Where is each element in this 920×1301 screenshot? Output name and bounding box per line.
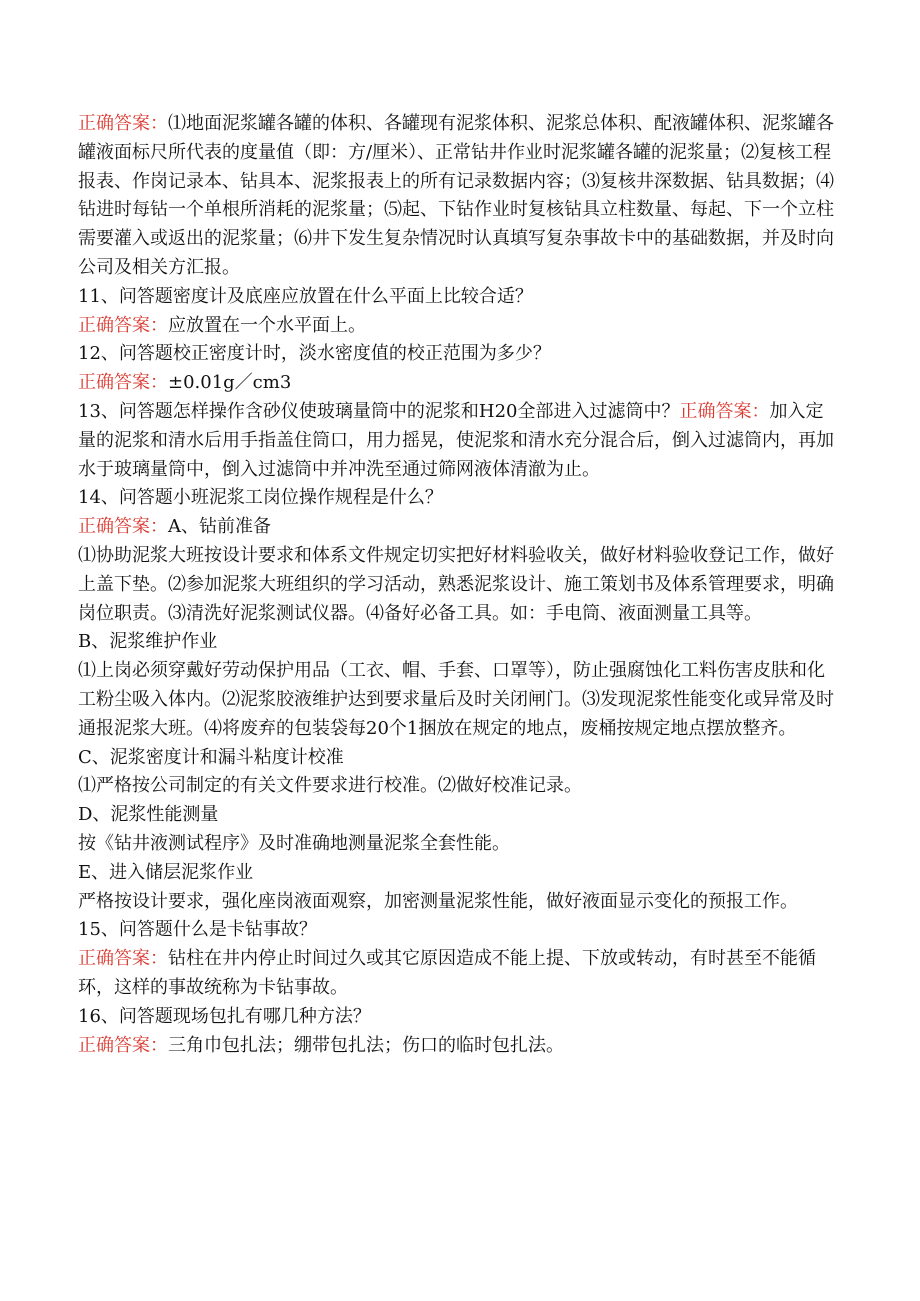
question-15: 15、问答题什么是卡钻事故？ (78, 919, 317, 941)
answer-15 (78, 945, 838, 1003)
answer-12 (78, 369, 838, 398)
answer-14-paragraph: ⑴严格按公司制定的有关文件要求进行校准。⑵做好校准记录。 (78, 775, 582, 797)
answer-text: 加入定量的泥浆和清水后用手指盖住筒口，用力摇晃，使泥浆和清水充分混合后，倒入过滤筒内，再加水于玻璃量筒中，倒入过滤筒中并冲洗至通过筛网液体清澈为止。 (78, 400, 834, 480)
answer-14-head (78, 513, 838, 542)
document-page (78, 110, 838, 1060)
question-13: 13、问答题怎样操作含砂仪使玻璃量筒中的泥浆和H20全部进入过滤筒中？ (78, 400, 680, 422)
answer-text: ⑴地面泥浆罐各罐的体积、各罐现有泥浆体积、泥浆总体积、配液罐体积、泥浆罐各罐液面标尺所代表的度量值（即：方/厘米）、正常钻井作业时泥浆罐各罐的泥浆量；⑵复核工程报表、作岗记录本、钻具本、泥浆报表上的所有记录数据内容；⑶复核井深数据、钻具数据；⑷钻进时每钻一个单根所消耗的泥浆量；⑸起、下钻作业时复核钻具立柱数量、每起、下一个立柱需要灌入或返出的泥浆量；⑹井下发生复杂情况时认真填写复杂事故卡中的基础数据，并及时向公司及相关方汇报。 (78, 113, 834, 278)
answer-14-paragraph: 按《钻井液测试程序》及时准确地测量泥浆全套性能。 (78, 832, 510, 854)
answer-14-paragraph: ⑴协助泥浆大班按设计要求和体系文件规定切实把好材料验收关，做好材料验收登记工作，做好上盖下垫。⑵参加泥浆大班组织的学习活动，熟悉泥浆设计、施工策划书及体系管理要求，明确岗位职责。⑶清洗好泥浆测试仪器。⑷备好必备工具。如：手电筒、液面测量工具等。 (78, 544, 834, 624)
answer-label: 正确答案： (78, 516, 168, 538)
question-16: 16、问答题现场包扎有哪几种方法？ (78, 1005, 371, 1027)
answer-label: 正确答案： (78, 113, 168, 134)
question-12: 12、问答题校正密度计时，淡水密度值的校正范围为多少？ (78, 343, 551, 365)
answer-label: 正确答案： (78, 948, 168, 970)
question-11: 11、问答题密度计及底座应放置在什么平面上比较合适？ (78, 285, 533, 307)
answer-label: 正确答案： (78, 314, 168, 336)
answer-14-section-heading: B、泥浆维护作业 (78, 631, 218, 653)
question-14: 14、问答题小班泥浆工岗位操作规程是什么？ (78, 487, 443, 509)
answer-text: 三角巾包扎法；绷带包扎法；伤口的临时包扎法。 (168, 1034, 564, 1056)
answer-14-section-heading: C、泥浆密度计和漏斗粘度计校准 (78, 746, 344, 768)
answer-text: ±0.01g／cm3 (168, 372, 292, 394)
answer-16 (78, 1032, 838, 1061)
answer-11 (78, 312, 838, 341)
intro-answer (78, 110, 838, 283)
question-13-with-answer (78, 398, 838, 484)
answer-text: A、钻前准备 (168, 516, 271, 538)
answer-text: 应放置在一个水平面上。 (168, 314, 366, 336)
answer-14-paragraph: ⑴上岗必须穿戴好劳动保护用品（工衣、帽、手套、口罩等），防止强腐蚀化工料伤害皮肤和化工粉尘吸入体内。⑵泥浆胶液维护达到要求量后及时关闭闸门。⑶发现泥浆性能变化或异常及时通报泥浆大班。⑷将废弃的包装袋每20个1捆放在规定的地点，废桶按规定地点摆放整齐。 (78, 660, 834, 739)
answer-14-paragraph: 严格按设计要求，强化座岗液面观察，加密测量泥浆性能，做好液面显示变化的预报工作。 (78, 890, 798, 912)
answer-label: 正确答案： (78, 372, 168, 394)
answer-label: 正确答案： (679, 400, 770, 422)
answer-text: 钻柱在井内停止时间过久或其它原因造成不能上提、下放或转动，有时甚至不能循环，这样的事故统称为卡钻事故。 (78, 948, 816, 998)
answer-label: 正确答案： (78, 1034, 168, 1056)
answer-14-section-heading: E、进入储层泥浆作业 (78, 861, 254, 883)
answer-14-section-heading: D、泥浆性能测量 (78, 804, 219, 826)
